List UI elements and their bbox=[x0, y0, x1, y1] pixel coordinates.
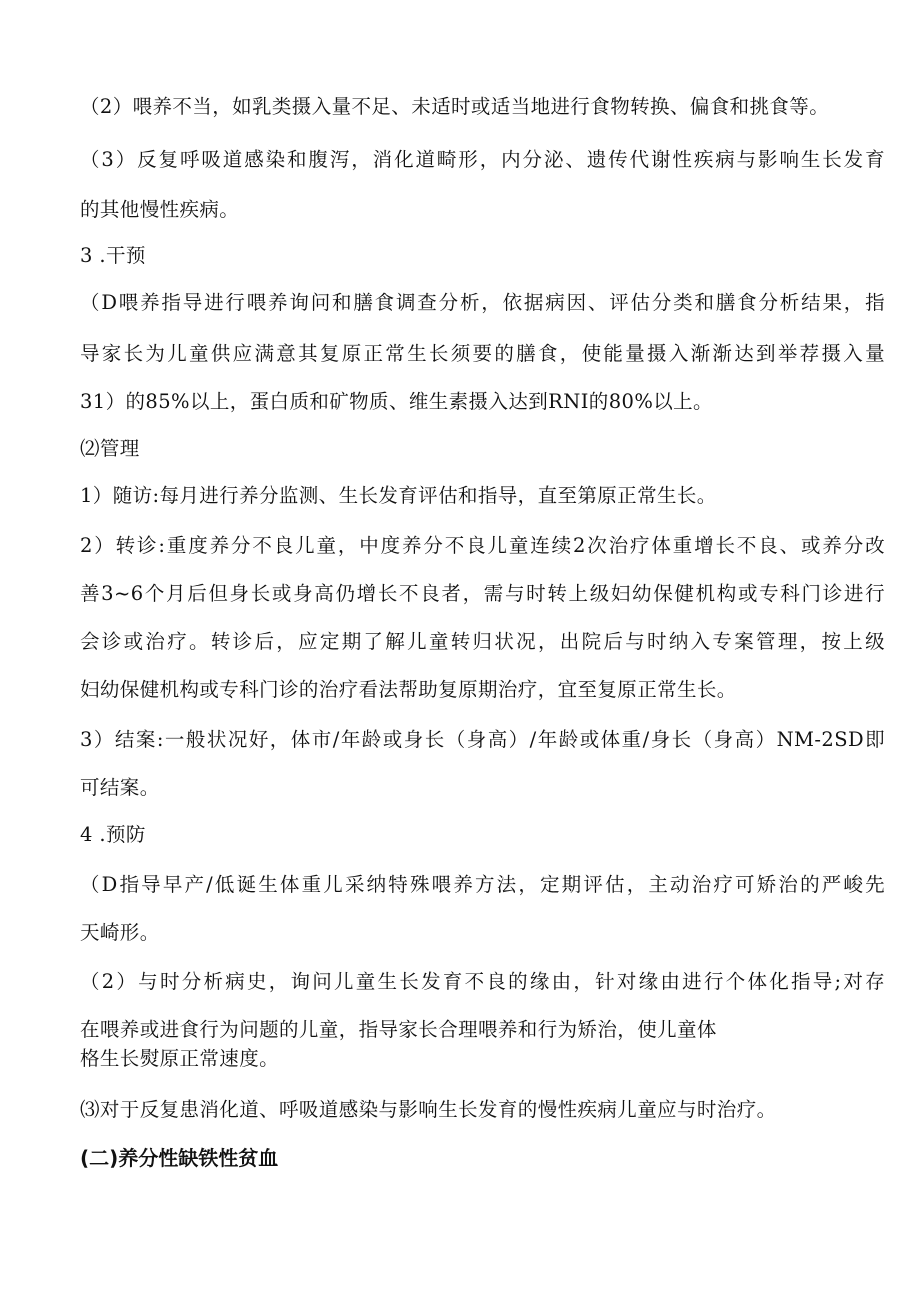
text-line-18: 天崎形。 bbox=[80, 921, 160, 944]
text-line-13: 妇幼保健机构或专科门诊的治疗看法帮助复原期治疗，宜至复原正常生长。 bbox=[80, 678, 737, 701]
text-line-3: 的其他慢性疾病。 bbox=[80, 198, 240, 221]
section-heading-iron-deficiency-anemia: (二)养分性缺铁性贫血 bbox=[80, 1146, 279, 1170]
text-line-22: ⑶对于反复患消化道、呼吸道感染与影响生长发育的慢性疾病儿童应与时治疗。 bbox=[80, 1098, 777, 1121]
text-line-2: （3）反复呼吸道感染和腹泻，消化道畸形，内分泌、遗传代谢性疾病与影响生长发育 bbox=[80, 148, 885, 171]
section-title-intervention: 3 .干预 bbox=[80, 244, 146, 267]
text-line-7: 31）的85%以上，蛋白质和矿物质、维生素摄入达到RNI的80%以上。 bbox=[80, 390, 713, 413]
text-line-21: 格生长熨原正常速度。 bbox=[80, 1047, 280, 1070]
subsection-title-management: ⑵管理 bbox=[80, 437, 140, 460]
text-line-9: 1）随访:每月进行养分监测、生长发育评估和指导，直至第原正常生长。 bbox=[80, 484, 717, 507]
text-line-12: 会诊或治疗。转诊后，应定期了解儿童转归状况，出院后与时纳入专案管理，按上级 bbox=[80, 630, 885, 653]
text-line-20: 在喂养或进食行为问题的儿童，指导家长合理喂养和行为矫治，使儿童体 bbox=[80, 1018, 717, 1041]
text-line-6: 导家长为儿童供应满意其复原正常生长须要的膳食，使能量摄入渐渐达到举荐摄入量 bbox=[80, 342, 885, 365]
text-line-17: （D指导早产/低诞生体重儿采纳特殊喂养方法，定期评估，主动治疗可矫治的严峻先 bbox=[80, 873, 885, 896]
section-title-prevention: 4 .预防 bbox=[80, 823, 146, 846]
text-line-15: 可结案。 bbox=[80, 776, 160, 799]
text-line-10: 2）转诊:重度养分不良儿童，中度养分不良儿童连续2次治疗体重增长不良、或养分改 bbox=[80, 534, 885, 557]
text-line-1: （2）喂养不当，如乳类摄入量不足、未适时或适当地进行食物转换、偏食和挑食等。 bbox=[80, 95, 830, 118]
text-line-11: 善3~6个月后但身长或身高仍增长不良者，需与时转上级妇幼保健机构或专科门诊进行 bbox=[80, 582, 885, 605]
text-line-19: （2）与时分析病史，询问儿童生长发育不良的缘由，针对缘由进行个体化指导;对存 bbox=[80, 970, 885, 993]
text-line-5: （D喂养指导进行喂养询问和膳食调查分析，依据病因、评估分类和膳食分析结果，指 bbox=[80, 291, 885, 314]
text-line-14: 3）结案:一般状况好，体市/年龄或身长（身高）/年龄或体重/身长（身高）NM-2SD即 bbox=[80, 728, 885, 751]
